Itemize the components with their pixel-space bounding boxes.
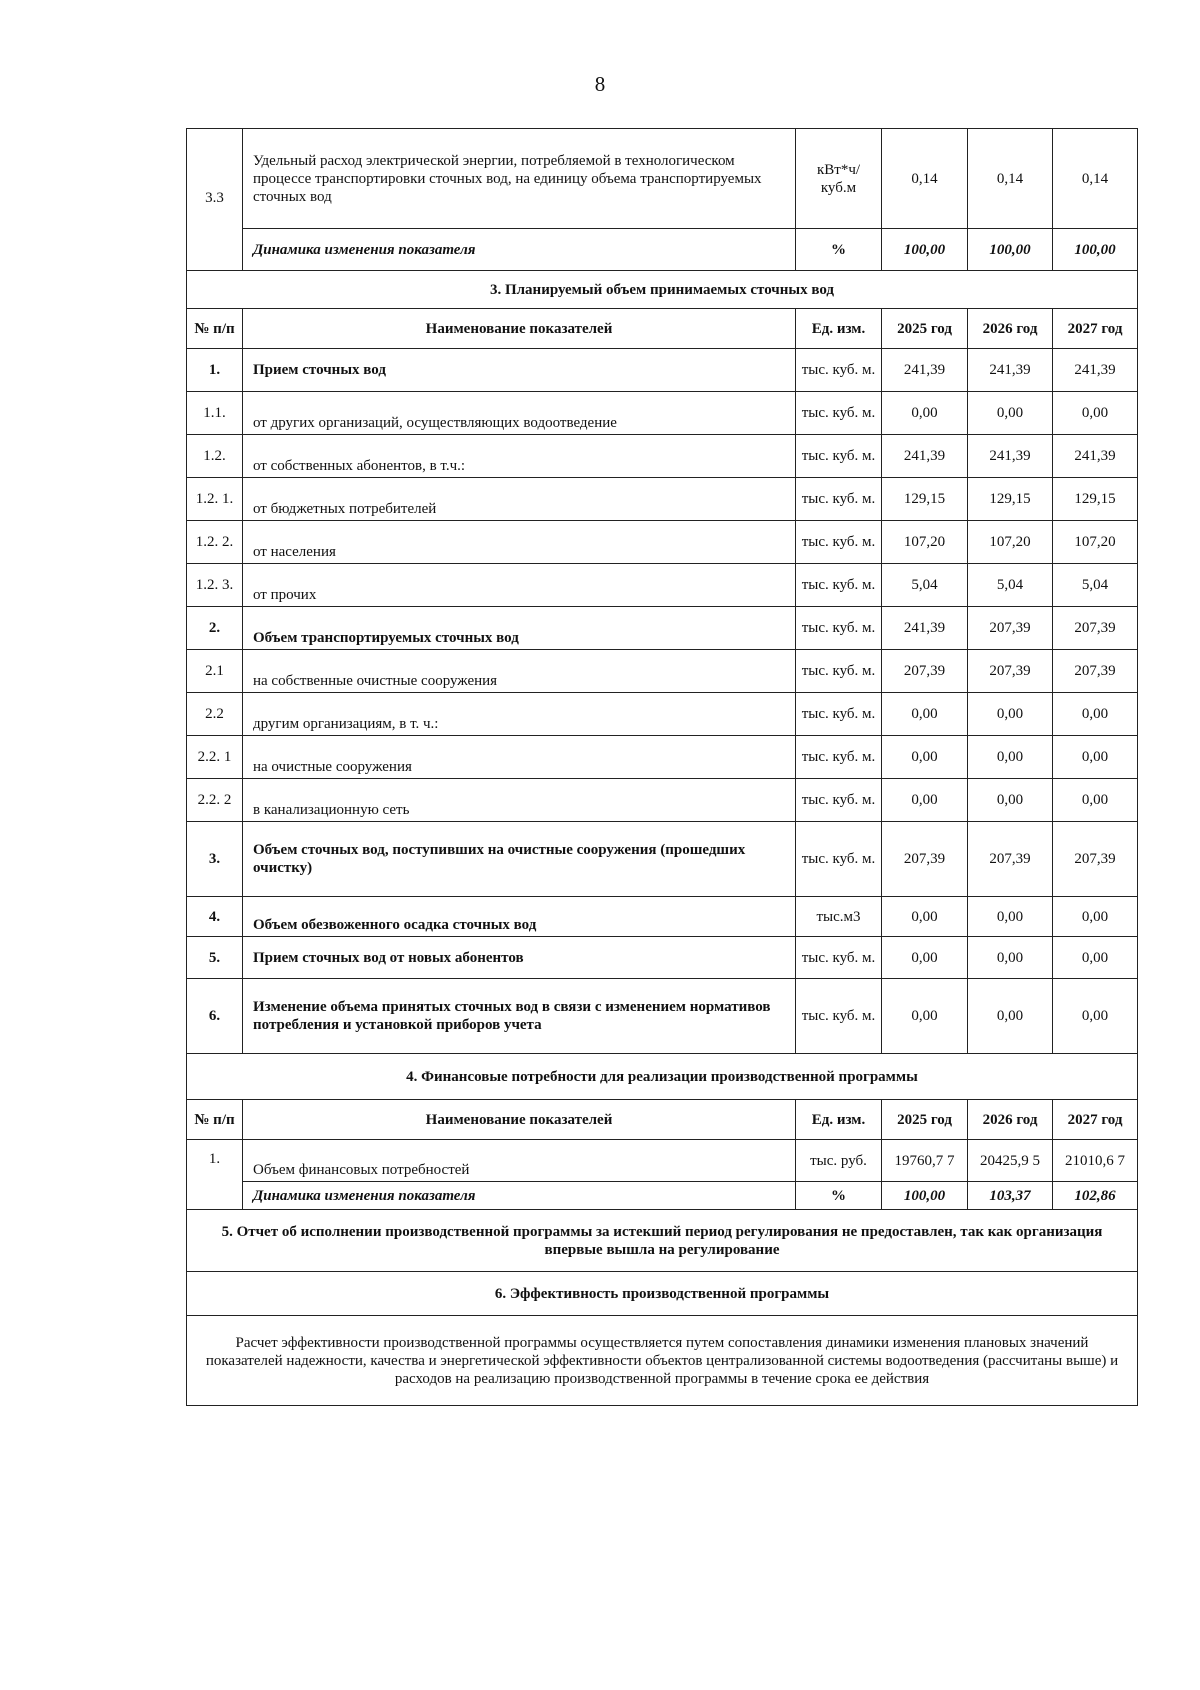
row-name: Объем сточных вод, поступивших на очистные сооружения (прошедших очистку) [243, 822, 796, 897]
row-unit: тыс. руб. [796, 1140, 882, 1182]
value-2025: 0,00 [882, 779, 968, 822]
section-6-title: 6. Эффективность производственной программы [187, 1272, 1138, 1316]
row-name: на собственные очистные сооружения [243, 650, 796, 693]
row-number: 1.2. [187, 435, 243, 478]
row-name: Прием сточных вод [243, 349, 796, 392]
section-6-text-row [187, 1316, 1138, 1406]
row-number: 2.1 [187, 650, 243, 693]
table-row [187, 349, 1138, 392]
section-3-header [187, 309, 1138, 349]
row-name: другим организациям, в т. ч.: [243, 693, 796, 736]
row-name: Объем финансовых потребностей [243, 1140, 796, 1182]
header-2026: 2026 год [968, 1100, 1053, 1140]
main-table [186, 128, 1138, 1406]
row-number: 2.2. 2 [187, 779, 243, 822]
row-unit: тыс. куб. м. [796, 564, 882, 607]
value-2026: 207,39 [968, 650, 1053, 693]
table-row [187, 392, 1138, 435]
row-unit: тыс. куб. м. [796, 822, 882, 897]
value-2027: 0,00 [1053, 693, 1138, 736]
value-2027: 207,39 [1053, 607, 1138, 650]
table-row [187, 1140, 1138, 1182]
dynamics-row [187, 229, 1138, 271]
value-2026: 0,00 [968, 693, 1053, 736]
dynamics-2026: 103,37 [968, 1182, 1053, 1210]
row-name: от населения [243, 521, 796, 564]
value-2025: 129,15 [882, 478, 968, 521]
header-2027: 2027 год [1053, 309, 1138, 349]
header-name: Наименование показателей [243, 309, 796, 349]
row-number: 2. [187, 607, 243, 650]
row-name: Объем обезвоженного осадка сточных вод [243, 897, 796, 937]
row-number: 5. [187, 937, 243, 979]
page-number: 8 [594, 72, 606, 96]
row-unit: тыс. куб. м. [796, 521, 882, 564]
value-2027: 129,15 [1053, 478, 1138, 521]
value-2027: 0,14 [1053, 129, 1138, 229]
dynamics-label: Динамика изменения показателя [243, 1182, 796, 1210]
value-2025: 0,00 [882, 693, 968, 736]
row-number: 3.3 [187, 129, 243, 271]
table-row [187, 435, 1138, 478]
row-number: 1.2. 2. [187, 521, 243, 564]
value-2026: 207,39 [968, 607, 1053, 650]
row-unit: тыс. куб. м. [796, 937, 882, 979]
row-number: 2.2 [187, 693, 243, 736]
value-2027: 241,39 [1053, 349, 1138, 392]
value-2025: 241,39 [882, 607, 968, 650]
header-2027: 2027 год [1053, 1100, 1138, 1140]
section-5-title: 5. Отчет об исполнении производственной программы за истекший период регулирования не предоставлен, так как организация впервые вышла на регулирование [187, 1210, 1138, 1272]
row-name: от бюджетных потребителей [243, 478, 796, 521]
row-name: Объем транспортируемых сточных вод [243, 607, 796, 650]
table-row [187, 129, 1138, 229]
value-2025: 0,00 [882, 937, 968, 979]
section-4-header [187, 1100, 1138, 1140]
header-num: № п/п [187, 1100, 243, 1140]
row-number: 2.2. 1 [187, 736, 243, 779]
dynamics-2026: 100,00 [968, 229, 1053, 271]
row-unit: тыс. куб. м. [796, 650, 882, 693]
section-4-title-row [187, 1054, 1138, 1100]
section-5-row [187, 1210, 1138, 1272]
dynamics-label: Динамика изменения показателя [243, 229, 796, 271]
value-2026: 129,15 [968, 478, 1053, 521]
section-3-title-row [187, 271, 1138, 309]
section-6-title-row [187, 1272, 1138, 1316]
row-unit: тыс. куб. м. [796, 607, 882, 650]
section-3-title: 3. Планируемый объем принимаемых сточных вод [187, 271, 1138, 309]
value-2025: 0,00 [882, 897, 968, 937]
value-2026: 5,04 [968, 564, 1053, 607]
header-num: № п/п [187, 309, 243, 349]
header-unit: Ед. изм. [796, 309, 882, 349]
value-2026: 0,00 [968, 979, 1053, 1054]
value-2026: 207,39 [968, 822, 1053, 897]
table-row [187, 779, 1138, 822]
table-row [187, 693, 1138, 736]
dynamics-unit: % [796, 229, 882, 271]
row-number: 1.2. 1. [187, 478, 243, 521]
value-2025: 241,39 [882, 349, 968, 392]
value-2025: 19760,7 7 [882, 1140, 968, 1182]
value-2027: 5,04 [1053, 564, 1138, 607]
table-row [187, 650, 1138, 693]
value-2025: 0,00 [882, 392, 968, 435]
table-row [187, 822, 1138, 897]
value-2027: 0,00 [1053, 779, 1138, 822]
value-2026: 0,14 [968, 129, 1053, 229]
value-2026: 107,20 [968, 521, 1053, 564]
row-number: 3. [187, 822, 243, 897]
row-name: Прием сточных вод от новых абонентов [243, 937, 796, 979]
table-row [187, 979, 1138, 1054]
row-unit: тыс. куб. м. [796, 392, 882, 435]
dynamics-2027: 102,86 [1053, 1182, 1138, 1210]
header-2025: 2025 год [882, 1100, 968, 1140]
row-unit: тыс. куб. м. [796, 736, 882, 779]
section-4-title: 4. Финансовые потребности для реализации производственной программы [187, 1054, 1138, 1100]
row-name: Изменение объема принятых сточных вод в связи с изменением нормативов потребления и установкой приборов учета [243, 979, 796, 1054]
value-2026: 241,39 [968, 435, 1053, 478]
row-number: 4. [187, 897, 243, 937]
dynamics-2027: 100,00 [1053, 229, 1138, 271]
value-2025: 207,39 [882, 650, 968, 693]
value-2026: 0,00 [968, 897, 1053, 937]
dynamics-2025: 100,00 [882, 1182, 968, 1210]
table-row [187, 478, 1138, 521]
table-row [187, 937, 1138, 979]
header-name: Наименование показателей [243, 1100, 796, 1140]
value-2027: 21010,6 7 [1053, 1140, 1138, 1182]
value-2026: 0,00 [968, 392, 1053, 435]
row-number: 1.2. 3. [187, 564, 243, 607]
value-2025: 5,04 [882, 564, 968, 607]
value-2025: 207,39 [882, 822, 968, 897]
section-6-text: Расчет эффективности производственной программы осуществляется путем сопоставления динамики изменения плановых значений показателей надежности, качества и энергетической эффективности объектов централизованной системы водоотведения (рассчитаны выше) и расходов на реализацию производственной программы в течение срока ее действия [187, 1316, 1138, 1406]
row-unit: тыс. куб. м. [796, 693, 882, 736]
table-row [187, 607, 1138, 650]
value-2025: 0,00 [882, 979, 968, 1054]
table-row [187, 736, 1138, 779]
value-2027: 0,00 [1053, 736, 1138, 779]
value-2027: 207,39 [1053, 822, 1138, 897]
row-unit: тыс. куб. м. [796, 435, 882, 478]
value-2026: 20425,9 5 [968, 1140, 1053, 1182]
row-name: от других организаций, осуществляющих водоотведение [243, 392, 796, 435]
table-row [187, 897, 1138, 937]
row-name: Удельный расход электрической энергии, потребляемой в технологическом процессе транспортировки сточных вод, на единицу объема транспортируемых сточных вод [243, 129, 796, 229]
header-2025: 2025 год [882, 309, 968, 349]
dynamics-row [187, 1182, 1138, 1210]
table-row [187, 564, 1138, 607]
value-2027: 241,39 [1053, 435, 1138, 478]
value-2027: 0,00 [1053, 897, 1138, 937]
row-name: от собственных абонентов, в т.ч.: [243, 435, 796, 478]
value-2025: 0,14 [882, 129, 968, 229]
dynamics-unit: % [796, 1182, 882, 1210]
value-2026: 0,00 [968, 937, 1053, 979]
row-number: 1. [187, 349, 243, 392]
value-2026: 241,39 [968, 349, 1053, 392]
row-number: 6. [187, 979, 243, 1054]
row-unit: тыс. куб. м. [796, 349, 882, 392]
value-2025: 107,20 [882, 521, 968, 564]
table-row [187, 521, 1138, 564]
value-2025: 0,00 [882, 736, 968, 779]
row-unit: кВт*ч/ куб.м [796, 129, 882, 229]
value-2027: 0,00 [1053, 979, 1138, 1054]
row-unit: тыс. куб. м. [796, 979, 882, 1054]
value-2027: 207,39 [1053, 650, 1138, 693]
header-2026: 2026 год [968, 309, 1053, 349]
row-name: от прочих [243, 564, 796, 607]
value-2027: 107,20 [1053, 521, 1138, 564]
row-name: в канализационную сеть [243, 779, 796, 822]
value-2027: 0,00 [1053, 937, 1138, 979]
row-unit: тыс.м3 [796, 897, 882, 937]
row-number: 1.1. [187, 392, 243, 435]
dynamics-2025: 100,00 [882, 229, 968, 271]
row-number: 1. [187, 1140, 243, 1210]
row-unit: тыс. куб. м. [796, 478, 882, 521]
header-unit: Ед. изм. [796, 1100, 882, 1140]
value-2026: 0,00 [968, 779, 1053, 822]
value-2026: 0,00 [968, 736, 1053, 779]
row-unit: тыс. куб. м. [796, 779, 882, 822]
value-2025: 241,39 [882, 435, 968, 478]
row-name: на очистные сооружения [243, 736, 796, 779]
value-2027: 0,00 [1053, 392, 1138, 435]
